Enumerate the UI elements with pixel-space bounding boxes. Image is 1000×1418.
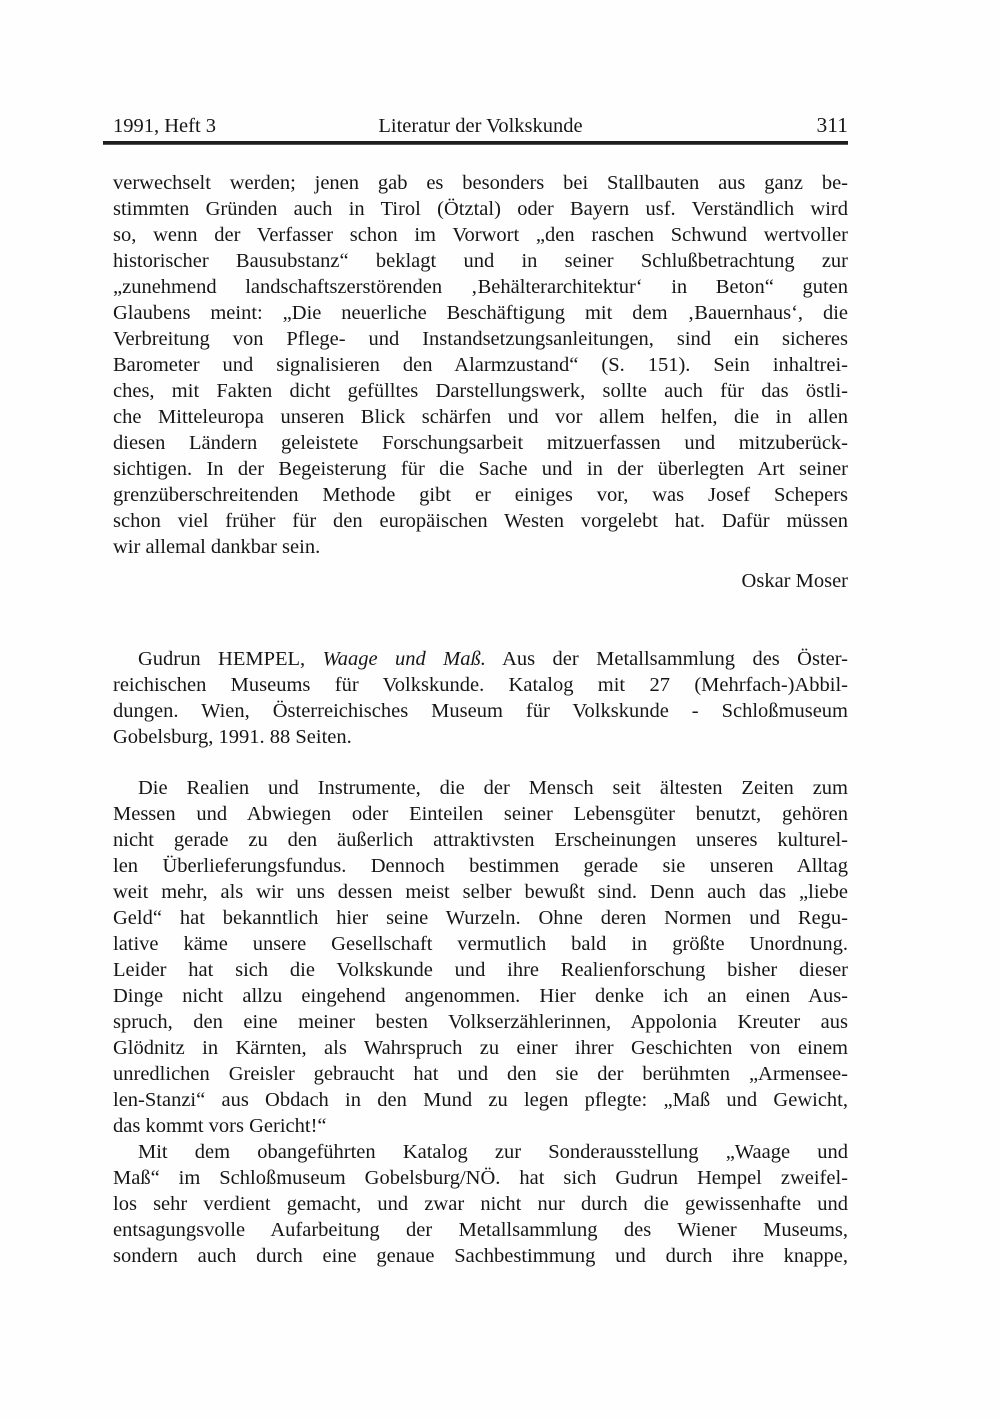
text-line: so, wenn der Verfasser schon im Vorwort „den raschen Schwund wertvoller <box>113 224 848 246</box>
text-line: los sehr verdient gemacht, und zwar nicht nur durch die gewissenhafte und <box>113 1193 848 1215</box>
text-line: lative käme unsere Gesellschaft vermutlich bald in größte Unordnung. <box>113 933 848 955</box>
text-line: Maß“ im Schloßmuseum Gobelsburg/NÖ. hat sich Gudrun Hempel zweifel- <box>113 1167 848 1189</box>
text-line: Messen und Abwiegen oder Einteilen seiner Lebensgüter benutzt, gehören <box>113 803 848 825</box>
text-line: nicht gerade zu den äußerlich attraktivsten Erscheinungen unseres kulturel- <box>113 829 848 851</box>
review-hempel-paragraph-1 <box>113 775 848 1139</box>
text-line: „zunehmend landschaftszerstörenden ‚Behälterarchitektur‘ in Beton“ guten <box>113 276 848 298</box>
text-segment: Aus der Metallsammlung des Öster- <box>485 648 848 670</box>
text-line: Verbreitung von Pflege- und Instandsetzungsanleitungen, sind ein sicheres <box>113 328 848 350</box>
review-hempel-paragraph-2 <box>113 1139 848 1269</box>
text-line: historischer Bausubstanz“ beklagt und in seiner Schlußbetrachtung zur <box>113 250 848 272</box>
text-line: diesen Ländern geleistete Forschungsarbeit mitzuerfassen und mitzuberück- <box>113 432 848 454</box>
text-line: Dinge nicht allzu eingehend angenommen. Hier denke ich an einen Aus- <box>113 985 848 1007</box>
text-line: grenzüberschreitenden Methode gibt er einiges vor, was Josef Schepers <box>113 484 848 506</box>
text-line: len-Stanzi“ aus Obdach in den Mund zu legen pflegte: „Maß und Gewicht, <box>113 1089 848 1111</box>
text-line: sichtigen. In der Begeisterung für die Sache und in der überlegten Art seiner <box>113 458 848 480</box>
text-line: verwechselt werden; jenen gab es besonders bei Stallbauten aus ganz be- <box>113 172 848 194</box>
text-line: Glaubens meint: „Die neuerliche Beschäftigung mit dem ‚Bauernhaus‘, die <box>113 302 848 324</box>
header-page-number: 311 <box>816 113 848 137</box>
text-line: Die Realien und Instrumente, die der Mensch seit ältesten Zeiten zum <box>138 777 848 799</box>
text-line: ches, mit Fakten dicht gefülltes Darstellungswerk, sollte auch für das östli- <box>113 380 848 402</box>
text-line: Barometer und signalisieren den Alarmzustand“ (S. 151). Sein inhaltrei- <box>113 354 848 376</box>
header-journal-title: Literatur der Volkskunde <box>378 115 583 137</box>
text-line: Mit dem obangeführten Katalog zur Sonderausstellung „Waage und <box>138 1141 848 1163</box>
text-line: wir allemal dankbar sein. <box>113 536 321 558</box>
italic-title-text: Waage und Maß. <box>322 648 486 670</box>
text-segment: Gudrun HEMPEL, <box>138 648 323 670</box>
text-line: reichischen Museums für Volkskunde. Katalog mit 27 (Mehrfach-)Abbil- <box>113 674 848 696</box>
text-line: Geld“ hat bekanntlich hier seine Wurzeln. Ohne deren Normen und Regu- <box>113 907 848 929</box>
text-line: spruch, den eine meiner besten Volkserzählerinnen, Appolonia Kreuter aus <box>113 1011 848 1033</box>
header-rule <box>103 141 848 145</box>
review-moser-signature: Oskar Moser <box>741 570 848 592</box>
text-line: schon viel früher für den europäischen Westen vorgelebt hat. Dafür müssen <box>113 510 848 532</box>
text-line: stimmten Gründen auch in Tirol (Ötztal) oder Bayern usf. Verständlich wird <box>113 198 848 220</box>
text-line: das kommt vors Gericht!“ <box>113 1115 327 1137</box>
text-line: sondern auch durch eine genaue Sachbestimmung und durch ihre knappe, <box>113 1245 848 1267</box>
text-line <box>113 646 848 672</box>
text-line: len Überlieferungsfundus. Dennoch bestimmen gerade sie unseren Alltag <box>113 855 848 877</box>
page-content-column <box>113 0 848 1269</box>
running-header <box>113 112 848 139</box>
review-moser-paragraph <box>113 170 848 560</box>
text-line: che Mitteleuropa unseren Blick schärfen und vor allem helfen, die in allen <box>113 406 848 428</box>
text-line: Gobelsburg, 1991. 88 Seiten. <box>113 726 352 748</box>
text-line: Glödnitz in Kärnten, als Wahrspruch zu einer ihrer Geschichten von einem <box>113 1037 848 1059</box>
text-line: weit mehr, als wir uns dessen meist selber bewußt sind. Denn auch das „liebe <box>113 881 848 903</box>
review-hempel-reference <box>113 646 848 750</box>
text-line: dungen. Wien, Österreichisches Museum für Volkskunde - Schloßmuseum <box>113 700 848 722</box>
text-line: unredlichen Greisler gebraucht hat und den sie der berühmten „Armensee- <box>113 1063 848 1085</box>
text-line: Leider hat sich die Volkskunde und ihre Realienforschung bisher dieser <box>113 959 848 981</box>
text-line: entsagungsvolle Aufarbeitung der Metallsammlung des Wiener Museums, <box>113 1219 848 1241</box>
header-issue: 1991, Heft 3 <box>113 115 217 137</box>
